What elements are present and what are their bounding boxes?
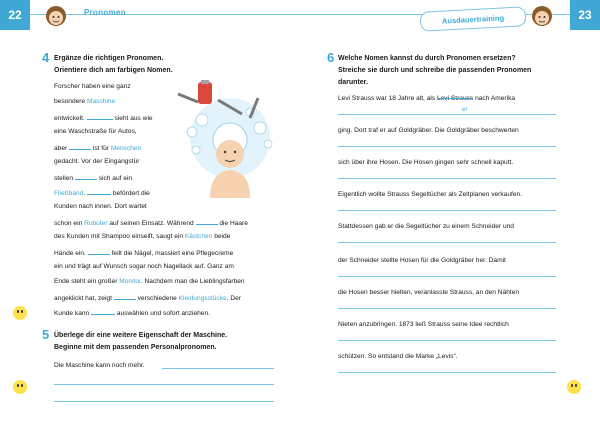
exercise-4-number: 4 [42, 50, 50, 65]
answer-line[interactable] [54, 384, 274, 385]
ex6-line-8: Nieten anzubringen. 1873 ließ Strauss seine Idee rechtlich [338, 321, 509, 328]
answer-line[interactable] [54, 401, 274, 402]
section-tag: Ausdauertraining [420, 6, 527, 32]
exercise-5-title-1: Überlege dir eine weitere Eigenschaft der Maschine. [54, 332, 228, 339]
smiley-icon [567, 380, 581, 394]
pronoun-blank[interactable] [196, 217, 218, 225]
pronoun-blank[interactable] [91, 307, 115, 315]
ex6-line-6: der Schneider stellte Hosen für die Goldgräber her. Damit [338, 257, 506, 264]
exercise-5-number: 5 [42, 327, 50, 342]
header-rule-left [30, 14, 300, 15]
chapter-title: Pronomen [84, 8, 126, 17]
ex4-line-13: ein und trägt auf Wunsch sogar noch Nagellack auf. Ganz am [54, 263, 234, 270]
ex4-line-6: gedacht. Vor der Eingangstür [54, 158, 140, 165]
answer-line[interactable] [162, 368, 274, 369]
pronoun-blank[interactable] [87, 187, 111, 195]
ex6-line-1: Levi Strauss war 18 Jahre alt, als Levi Strauss nach Amerika [338, 95, 516, 102]
answer-line[interactable] [338, 146, 556, 147]
ex6-line-2: ging. Dort traf er auf Goldgräber. Die Goldgräber beschwerten [338, 127, 519, 134]
ex4-line-8: Fließband. befördert die [54, 187, 150, 199]
girl-avatar-icon [530, 4, 554, 30]
exercise-4-title-2: Orientiere dich am farbigen Nomen. [54, 67, 173, 74]
page-number-left: 22 [0, 0, 30, 30]
ex6-line-7: die Hosen besser hielten, veranlasste Strauss, an den Nähten [338, 289, 520, 296]
smiley-icon [13, 306, 27, 320]
ex4-line-15: angeklickt hat, zeigt verschiedene Kleidungsstücke. Der [54, 292, 241, 304]
exercise-5-title-2: Beginne mit dem passenden Personalpronomen. [54, 344, 217, 351]
answer-pronoun: er [462, 106, 468, 113]
ex4-line-4: eine Waschstraße für Autos, [54, 128, 137, 135]
ex4-line-3: entwickelt. sieht aus wie [54, 112, 153, 124]
answer-line[interactable] [338, 340, 556, 341]
answer-line[interactable] [338, 276, 556, 277]
ex4-line-16: Kunde kann auswählen und sofort anziehen. [54, 307, 210, 319]
ex4-line-10: schon ein Roboter auf seinen Einsatz. Während die Haare [54, 217, 248, 229]
pronoun-blank[interactable] [87, 112, 113, 120]
exercise-6-title-2: Streiche sie durch und schreibe die passenden Pronomen [338, 67, 532, 74]
exercise-6-number: 6 [327, 50, 335, 65]
answer-line[interactable] [338, 178, 556, 179]
exercise-4-title-1: Ergänze die richtigen Pronomen. [54, 55, 164, 62]
smiley-icon [13, 380, 27, 394]
ex4-line-5: aber ist für Menschen [54, 142, 141, 154]
page-number-right: 23 [570, 0, 600, 30]
pronoun-blank[interactable] [69, 142, 91, 150]
ex4-line-1: Forscher haben eine ganz [54, 83, 131, 90]
answer-line[interactable] [338, 114, 556, 115]
answer-line[interactable] [338, 372, 556, 373]
ex6-line-9: schützen. So entstand die Marke „Levis“. [338, 353, 458, 360]
pronoun-blank[interactable] [75, 172, 97, 180]
answer-line[interactable] [338, 210, 556, 211]
ex4-line-14: Ende steht ein großer Monitor. Nachdem man die Lieblingsfarben [54, 278, 245, 285]
exercise-6-title-3: darunter. [338, 79, 368, 86]
washing-machine-illustration [170, 80, 285, 198]
ex6-line-5: Stattdessen gab er die Segeltücher zu einem Schneider und [338, 223, 514, 230]
ex6-line-4: Eigentlich wollte Strauss Segeltücher als Zeltplanen verkaufen. [338, 191, 522, 198]
girl-avatar-icon [44, 4, 68, 30]
exercise-6-title-1: Welche Nomen kannst du durch Pronomen ersetzen? [338, 55, 516, 62]
ex4-line-11: des Kunden mit Shampoo einseift, saugt ein Kästchen beide [54, 233, 231, 240]
pronoun-blank[interactable] [114, 292, 136, 300]
ex5-line-1: Die Maschine kann noch mehr. [54, 362, 145, 369]
ex6-line-3: sich über ihre Hosen. Die Hosen gingen sehr schnell kaputt. [338, 159, 514, 166]
ex4-line-2: besondere Maschine [54, 98, 116, 105]
ex4-line-9: Kunden nach innen. Dort wartet [54, 203, 147, 210]
pronoun-blank[interactable] [88, 247, 110, 255]
answer-line[interactable] [338, 242, 556, 243]
answer-line[interactable] [338, 308, 556, 309]
ex4-line-7: stellen sich auf ein [54, 172, 132, 184]
ex4-line-12: Hände ein. feilt die Nägel, massiert eine Pflegecreme [54, 247, 233, 259]
